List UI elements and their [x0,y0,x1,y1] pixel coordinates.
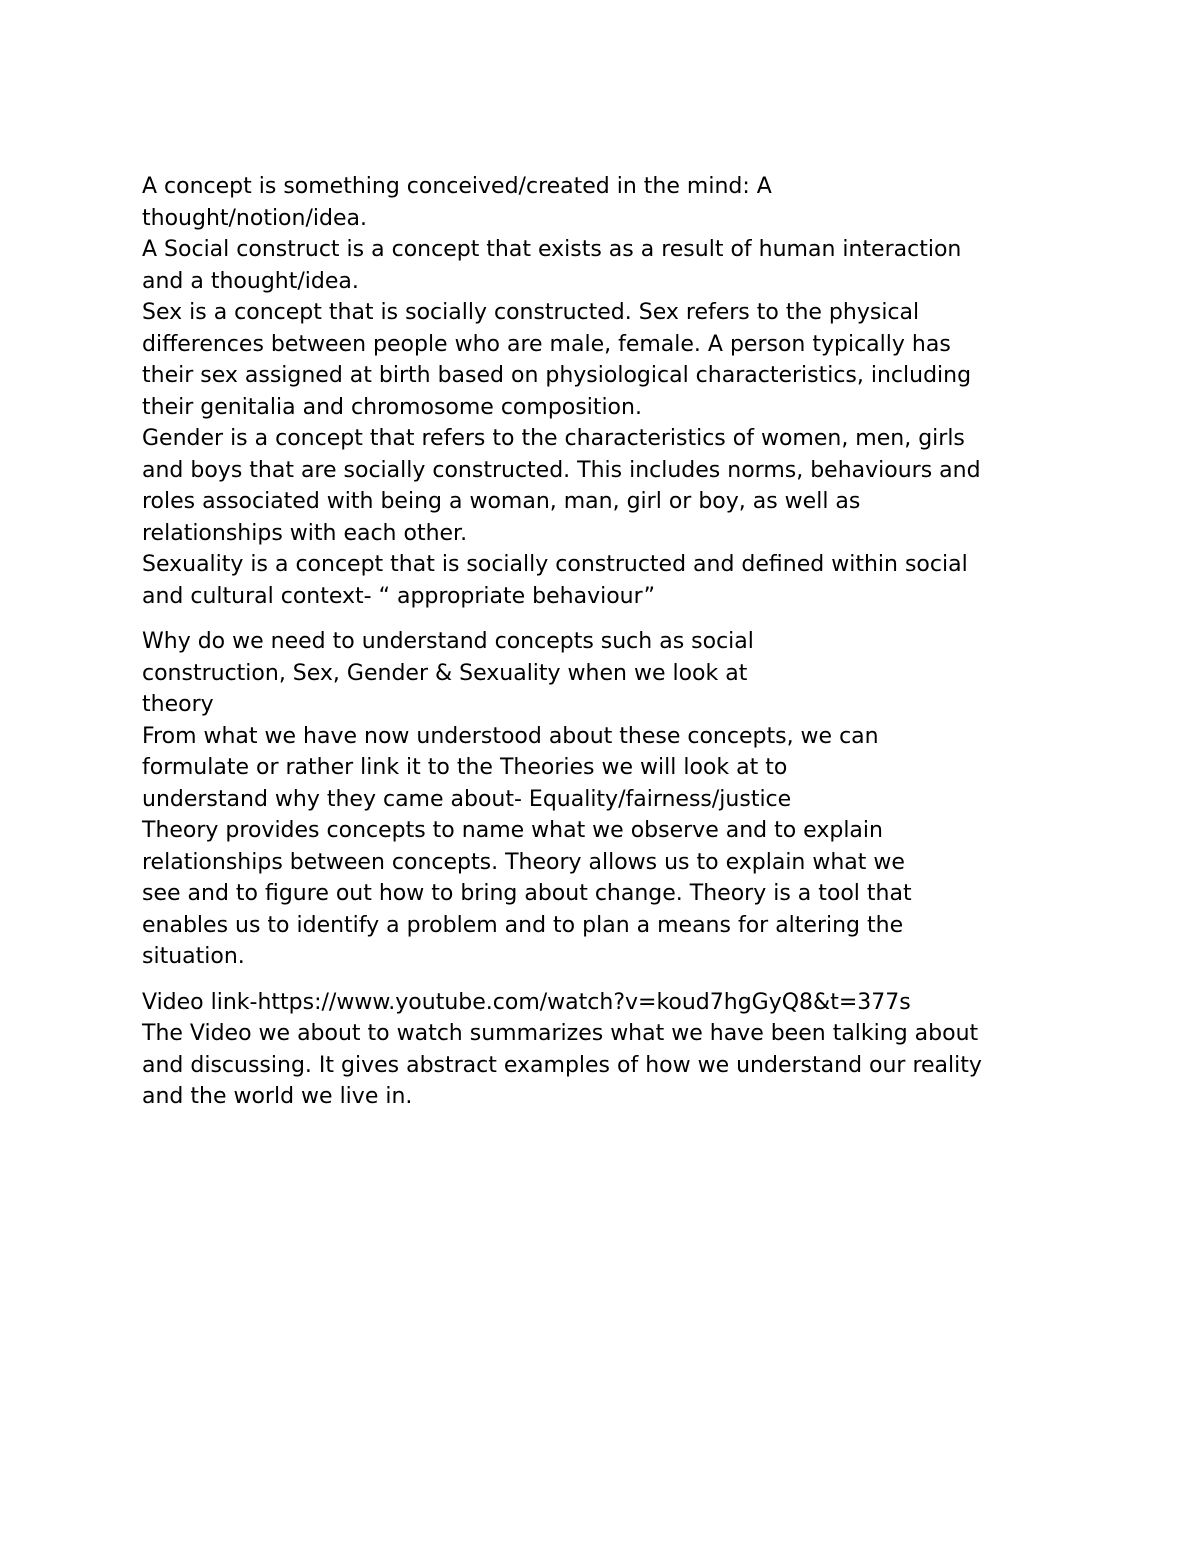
text-line: relationships with each other. [142,520,468,546]
text-line: roles associated with being a woman, man, girl or boy, as well as [142,489,861,514]
video-link-line: Video link-https://www.youtube.com/watch?v=koud7hgGyQ8&t=377s [142,989,911,1015]
text-line: A concept is something conceived/created in the mind: A [142,174,772,199]
paragraph-gap [142,612,1062,626]
text-line: theory [142,692,214,717]
text-line: Sex is a concept that is socially constructed. Sex refers to the physical [142,300,920,325]
text-line: and boys that are socially constructed. This includes norms, behaviours and [142,457,981,483]
text-line: Why do we need to understand concepts such as social [142,629,754,654]
text-line: and a thought/idea. [142,268,359,294]
text-line: situation. [142,944,245,969]
text-line: their genitalia and chromosome composition. [142,394,642,420]
theory-section [142,626,1062,973]
text-line: Gender is a concept that refers to the characteristics of women, men, girls [142,426,965,451]
text-line: thought/notion/idea. [142,205,367,231]
text-line: A Social construct is a concept that exists as a result of human interaction [142,237,962,262]
text-line: and discussing. It gives abstract examples of how we understand our reality [142,1052,982,1078]
text-line: From what we have now understood about these concepts, we can [142,723,879,749]
definitions-section [142,171,1062,612]
text-line: enables us to identify a problem and to plan a means for altering the [142,912,904,938]
text-line: and the world we live in. [142,1084,413,1109]
text-line: relationships between concepts. Theory allows us to explain what we [142,849,905,875]
document-body [142,171,1062,1113]
text-line: The Video we about to watch summarizes what we have been talking about [142,1021,979,1046]
text-line: construction, Sex, Gender & Sexuality when we look at [142,660,748,686]
text-line: see and to figure out how to bring about change. Theory is a tool that [142,881,912,906]
text-line: Sexuality is a concept that is socially constructed and defined within social [142,552,968,577]
paragraph-gap [142,973,1062,987]
text-line: differences between people who are male, female. A person typically has [142,331,951,357]
text-line: formulate or rather link it to the Theories we will look at to [142,755,788,780]
text-line: understand why they came about- Equality/fairness/justice [142,786,792,812]
text-line: their sex assigned at birth based on physiological characteristics, including [142,363,972,388]
video-section [142,987,1062,1113]
text-line: and cultural context- “ appropriate behaviour” [142,583,655,609]
text-line: Theory provides concepts to name what we observe and to explain [142,818,883,843]
